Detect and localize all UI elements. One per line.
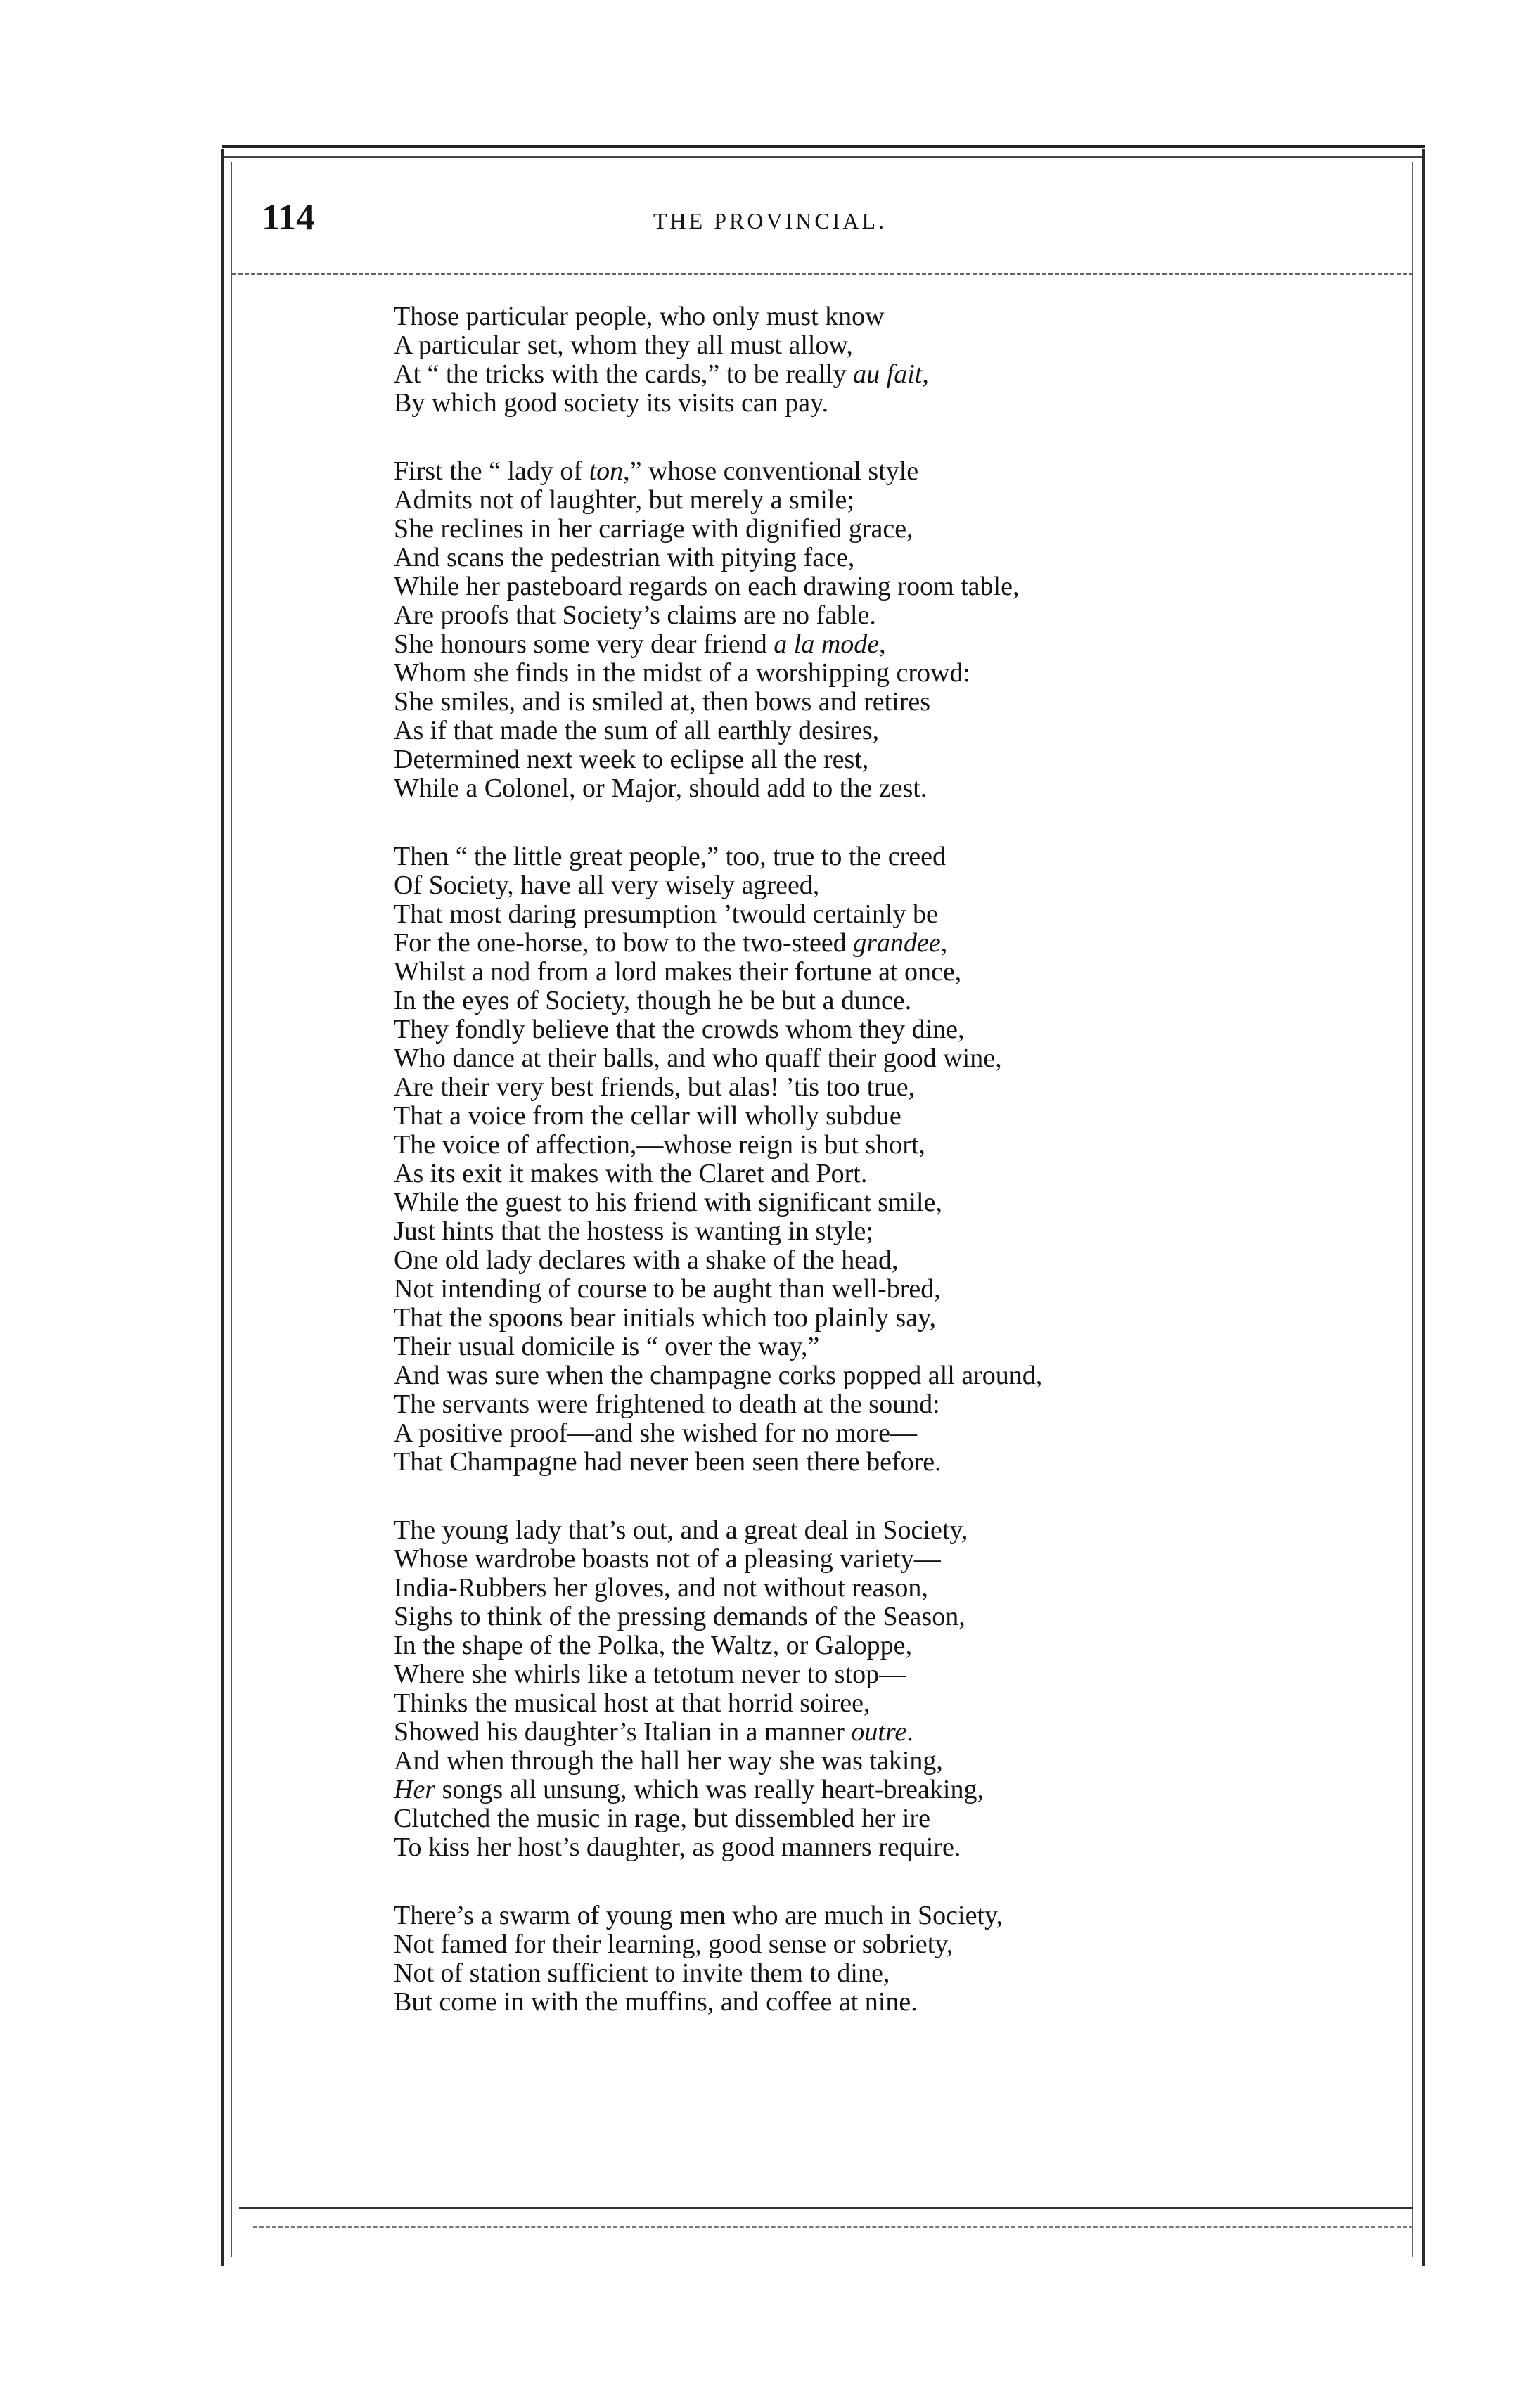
poem-line: A positive proof—and she wished for no more—	[394, 1418, 918, 1448]
poem-line: In the eyes of Society, though he be but a dunce.	[394, 986, 912, 1015]
poem-line: India-Rubbers her gloves, and not without reason,	[394, 1573, 928, 1603]
poem-line: That the spoons bear initials which too plainly say,	[394, 1303, 937, 1333]
poem-body	[394, 302, 1392, 2056]
poem-line: The servants were frightened to death at the sound:	[394, 1389, 940, 1419]
poem-line: They fondly believe that the crowds whom they dine,	[394, 1015, 965, 1044]
poem-line: Where she whirls like a tetotum never to stop—	[394, 1660, 906, 1689]
poem-line: Not intending of course to be aught than well-bred,	[394, 1274, 941, 1304]
poem-line: Just hints that the hostess is wanting in style;	[394, 1217, 873, 1246]
right-rule-inner	[1412, 162, 1413, 2257]
left-rule	[221, 149, 224, 2266]
stanza	[394, 842, 1392, 1477]
poem-line: While her pasteboard regards on each drawing room table,	[394, 572, 1020, 601]
poem-line: Of Society, have all very wisely agreed,	[394, 871, 820, 900]
poem-line: She honours some very dear friend a la mode,	[394, 629, 886, 659]
poem-line: At “ the tricks with the cards,” to be really au fait,	[394, 359, 929, 389]
poem-line: By which good society its visits can pay.	[394, 388, 829, 418]
running-head: THE PROVINCIAL.	[653, 208, 887, 233]
poem-line: Who dance at their balls, and who quaff their good wine,	[394, 1044, 1002, 1073]
poem-line: Are proofs that Society’s claims are no fable.	[394, 601, 876, 630]
poem-line: There’s a swarm of young men who are much in Society,	[394, 1901, 1003, 1930]
poem-line: Clutched the music in rage, but dissembled her ire	[394, 1804, 930, 1833]
poem-line: Sighs to think of the pressing demands of the Season,	[394, 1602, 965, 1631]
poem-line: As its exit it makes with the Claret and Port.	[394, 1159, 868, 1188]
poem-line: And scans the pedestrian with pitying face,	[394, 543, 855, 572]
poem-line: And when through the hall her way she was taking,	[394, 1746, 943, 1776]
poem-line: The young lady that’s out, and a great deal in Society,	[394, 1515, 968, 1545]
poem-line: While a Colonel, or Major, should add to the zest.	[394, 774, 928, 803]
poem-line: That a voice from the cellar will wholly subdue	[394, 1101, 901, 1131]
stanza	[394, 1516, 1392, 1862]
poem-line: First the “ lady of ton,” whose conventional style	[394, 456, 919, 486]
header-rule	[232, 273, 1413, 275]
poem-line: Whom she finds in the midst of a worshipping crowd:	[394, 658, 971, 688]
poem-line: To kiss her host’s daughter, as good manners require.	[394, 1832, 961, 1862]
poem-line: She smiles, and is smiled at, then bows and retires	[394, 687, 931, 717]
poem-line: She reclines in her carriage with dignified grace,	[394, 514, 913, 544]
poem-line: In the shape of the Polka, the Waltz, or Galoppe,	[394, 1631, 913, 1660]
poem-line: Showed his daughter’s Italian in a manner outre.	[394, 1717, 913, 1747]
left-rule-inner	[231, 162, 232, 2257]
right-rule	[1422, 149, 1425, 2266]
poem-line: Are their very best friends, but alas! ’tis too true,	[394, 1072, 916, 1102]
stanza	[394, 457, 1392, 803]
bottom-rule	[239, 2207, 1413, 2209]
poem-line: Their usual domicile is “ over the way,”	[394, 1332, 820, 1361]
poem-line: Those particular people, who only must know	[394, 302, 885, 331]
bottom-rule-inner	[253, 2226, 1413, 2228]
poem-line: One old lady declares with a shake of the head,	[394, 1245, 899, 1275]
poem-line: Whilst a nod from a lord makes their fortune at once,	[394, 957, 962, 987]
poem-line: Admits not of laughter, but merely a smile;	[394, 485, 854, 515]
top-rule	[222, 145, 1425, 148]
poem-line: Then “ the little great people,” too, true to the creed	[394, 842, 946, 871]
poem-line: Her songs all unsung, which was really heart-breaking,	[394, 1775, 984, 1804]
poem-line: Not famed for their learning, good sense or sobriety,	[394, 1930, 954, 1959]
stanza	[394, 302, 1392, 418]
poem-line: And was sure when the champagne corks popped all around,	[394, 1361, 1043, 1390]
poem-line: Whose wardrobe boasts not of a pleasing variety—	[394, 1544, 941, 1574]
poem-line: For the one-horse, to bow to the two-steed grandee,	[394, 928, 948, 958]
poem-line: Not of station sufficient to invite them to dine,	[394, 1958, 890, 1988]
top-rule-inner	[222, 156, 1425, 158]
poem-line: The voice of affection,—whose reign is but short,	[394, 1130, 925, 1160]
poem-line: Determined next week to eclipse all the rest,	[394, 745, 869, 774]
poem-line: As if that made the sum of all earthly desires,	[394, 716, 880, 745]
poem-line: That most daring presumption ’twould certainly be	[394, 899, 938, 929]
poem-line: But come in with the muffins, and coffee at nine.	[394, 1987, 918, 2017]
page-number: 114	[262, 198, 315, 238]
poem-line: While the guest to his friend with significant smile,	[394, 1188, 942, 1217]
stanza	[394, 1901, 1392, 2017]
poem-line: That Champagne had never been seen there before.	[394, 1447, 942, 1477]
poem-line: Thinks the musical host at that horrid soiree,	[394, 1688, 871, 1718]
poem-line: A particular set, whom they all must allow,	[394, 330, 853, 360]
